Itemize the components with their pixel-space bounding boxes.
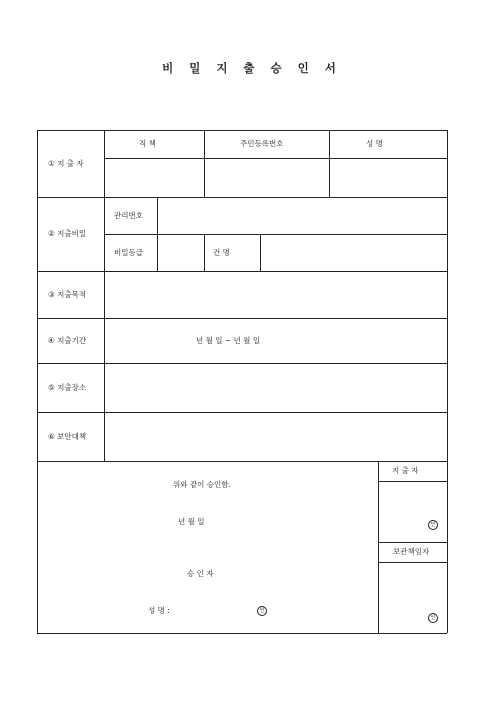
approver-seal-icon: 인 [257,606,267,616]
management-number-label: 관리번호 [114,211,143,220]
name-header: 성 명 [366,139,383,148]
approval-date: 년 월 일 [178,517,205,526]
case-name-label: 건 명 [213,248,230,257]
approval-statement: 위와 같이 승인함. [173,480,231,489]
row-label-place: ⑤ 지출장소 [48,383,87,392]
custodian-label: 보관책임자 [393,547,430,556]
row-label-security: ⑥ 보안대책 [48,432,87,441]
document-title: 비 밀 지 출 승 인 서 [162,61,342,75]
resident-number-header: 주민등록번호 [240,139,284,148]
position-header: 직 책 [139,139,156,148]
row-label-period: ④ 지출기간 [48,336,87,345]
secret-grade-label: 비밀등급 [114,248,143,257]
period-text: 년 월 일 ~ 년 월 일 [196,336,261,345]
approver-name-label: 성 명 : [148,606,170,615]
person-seal-icon: 인 [428,520,438,530]
custodian-seal-icon: 인 [428,613,438,623]
side-person-label: 지 출 자 [392,466,419,475]
row-label-purpose: ③ 지출목적 [48,290,87,299]
approver-label: 승 인 자 [187,569,214,578]
row-label-person: ① 지 출 자 [48,159,84,168]
row-label-secret: ② 지출비밀 [48,229,87,238]
